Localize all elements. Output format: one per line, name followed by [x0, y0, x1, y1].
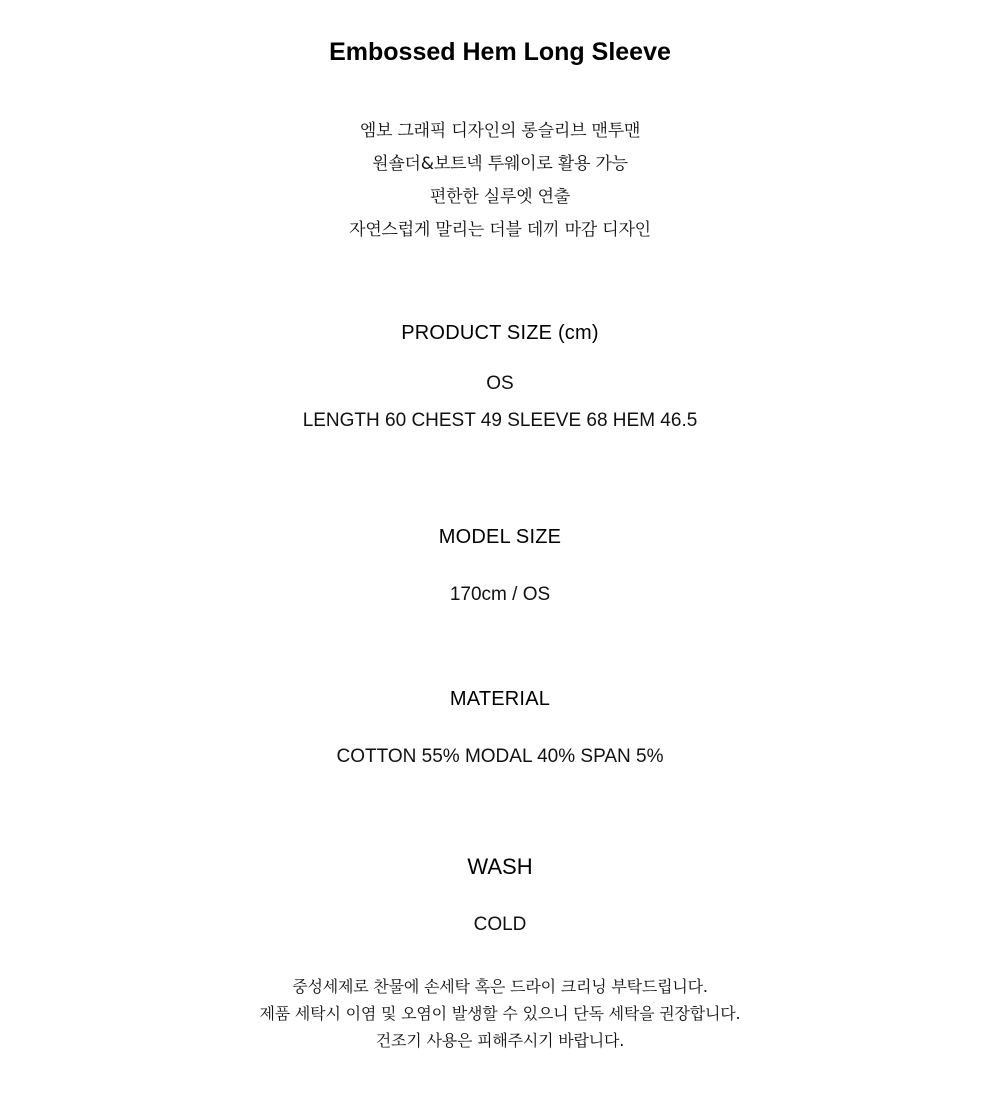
product-size-label: OS: [486, 373, 514, 394]
model-size-heading: MODEL SIZE: [438, 526, 562, 548]
material-heading: MATERIAL: [449, 688, 551, 710]
product-size-heading: PRODUCT SIZE (cm): [401, 322, 599, 344]
intro-line-1: 엠보 그래픽 디자인의 롱슬리브 맨투맨: [359, 121, 641, 141]
intro-line-2: 원숄더&보트넥 투웨이로 활용 가능: [372, 154, 628, 174]
wash-note-1: 중성세제로 찬물에 손세탁 혹은 드라이 크리닝 부탁드립니다.: [292, 977, 708, 996]
product-size-measurements: LENGTH 60 CHEST 49 SLEEVE 68 HEM 46.5: [302, 410, 698, 431]
wash-value: COLD: [473, 914, 527, 935]
intro-line-4: 자연스럽게 말리는 더블 데끼 마감 디자인: [349, 220, 651, 240]
intro-line-3: 편한한 실루엣 연출: [429, 187, 571, 207]
wash-note-2: 제품 세탁시 이염 및 오염이 발생할 수 있으니 단독 세탁을 권장합니다.: [259, 1004, 741, 1023]
wash-note-3: 건조기 사용은 피해주시기 바랍니다.: [375, 1031, 625, 1050]
product-title: Embossed Hem Long Sleeve: [329, 38, 671, 66]
wash-heading: WASH: [467, 854, 533, 879]
material-value: COTTON 55% MODAL 40% SPAN 5%: [336, 746, 664, 767]
model-size-value: 170cm / OS: [449, 584, 551, 605]
